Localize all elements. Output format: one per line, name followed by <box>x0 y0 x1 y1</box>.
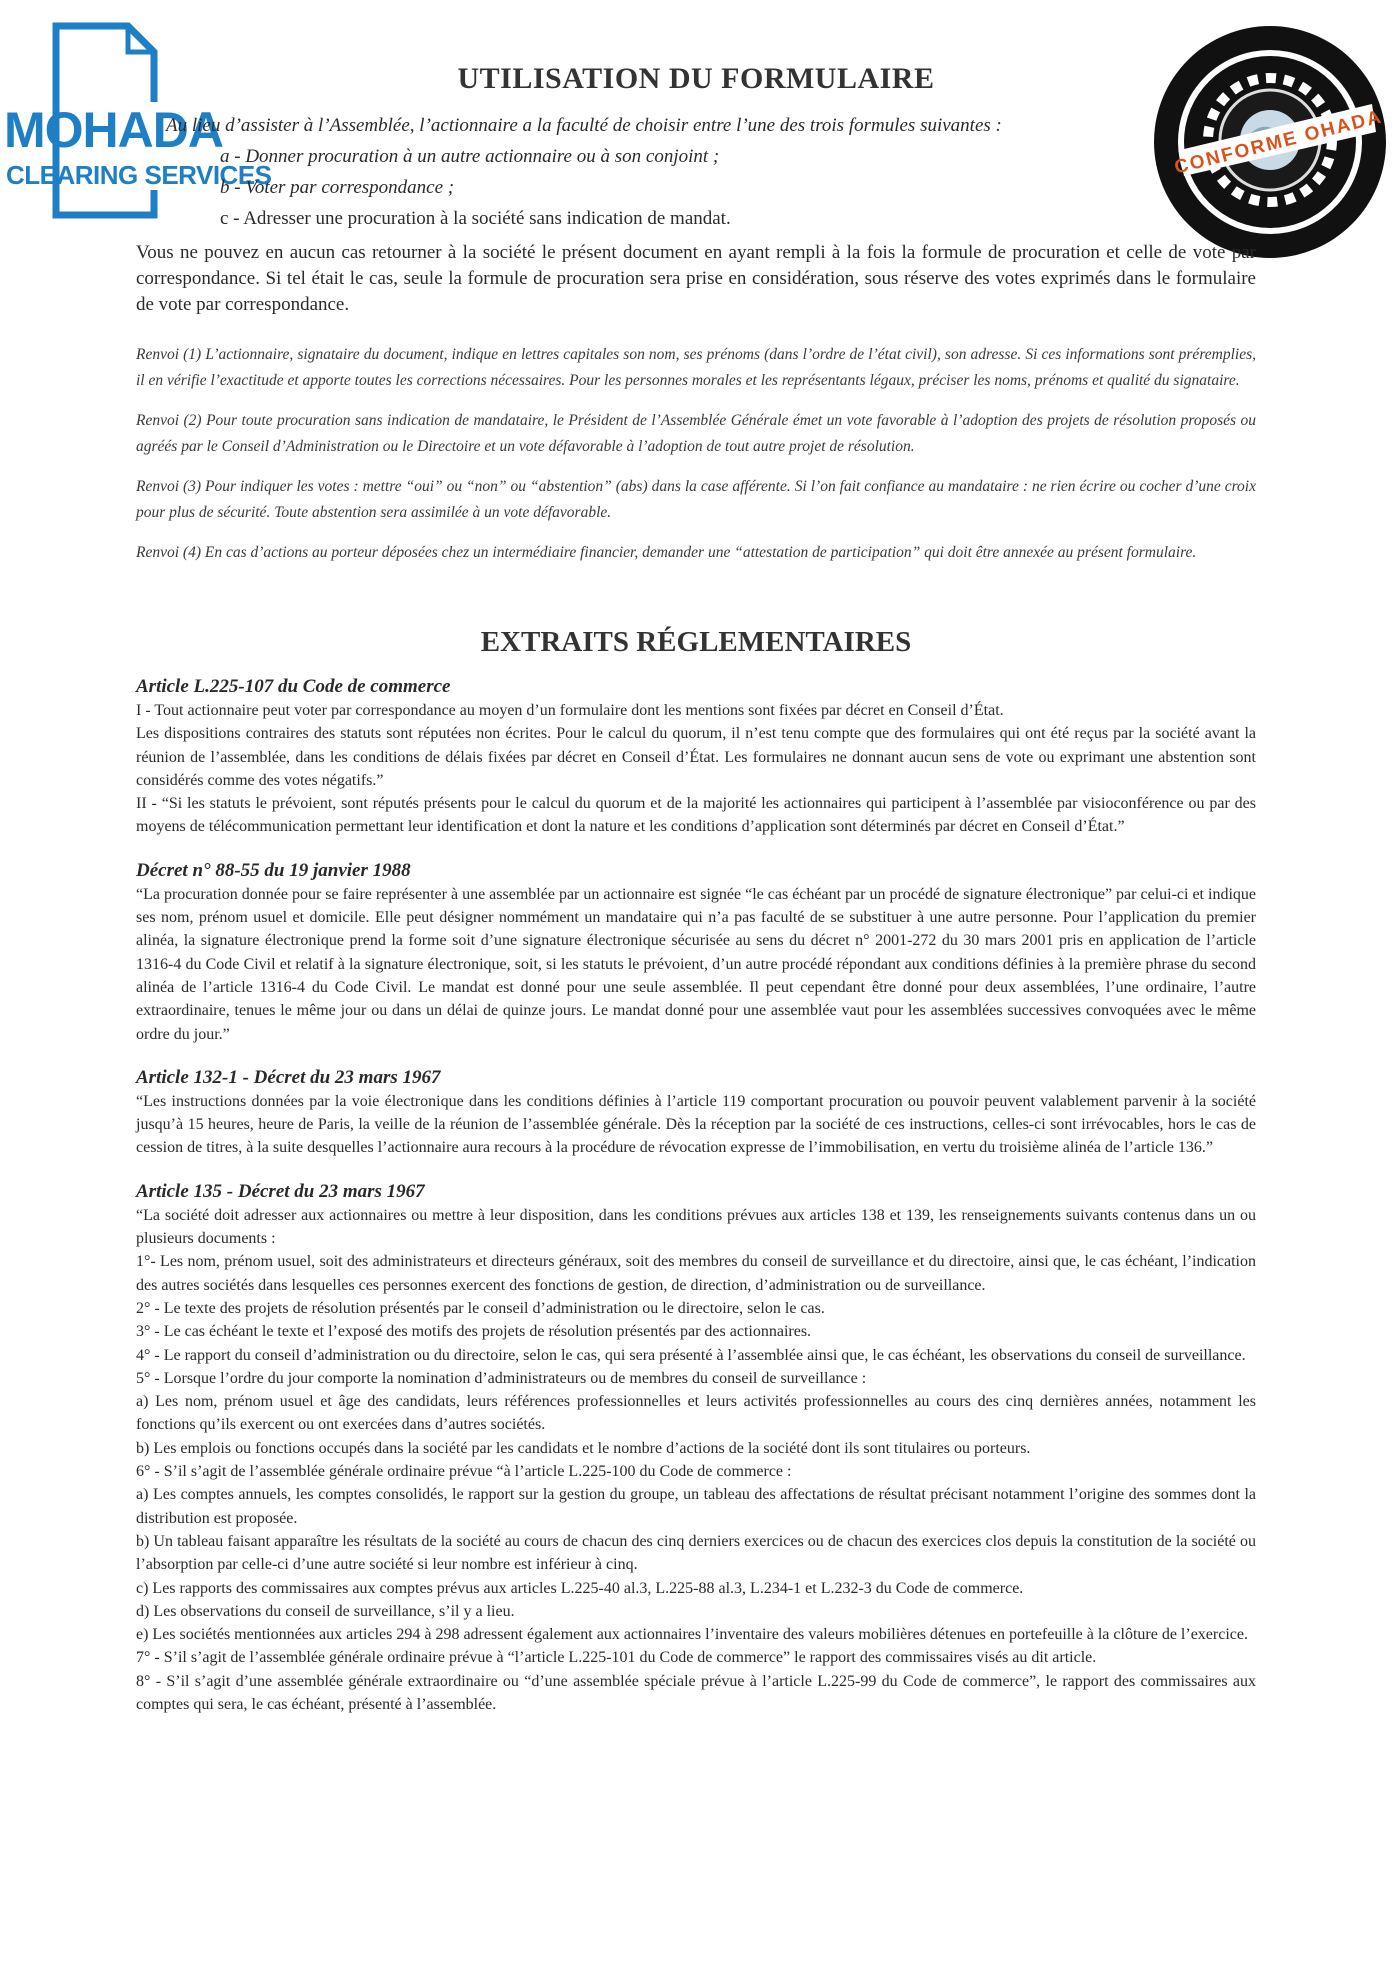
article-line: 8° - S’il s’agit d’une assemblée générale extraordinaire ou “d’une assemblée spéciale prévue à l’article L.225-99 du Code de commerce”, le rapport des commissaires aux comptes qui sera, le cas échéant, présenté à l’assemblée. <box>136 1672 1256 1713</box>
article-title: Décret n° 88-55 du 19 janvier 1988 <box>136 859 411 881</box>
article-line: Les dispositions contraires des statuts sont réputées non écrites. Pour le calcul du quorum, il n’est tenu compte que des formulaires qui ont été reçus par la société avant la réunion de l’assemblée, dans les conditions de délais fixées par décret en Conseil d’État. Les formulaires ne donnant aucun sens de vote ou exprimant une abstention sont considérés comme des votes négatifs.” <box>136 725 1256 789</box>
document-content <box>136 62 1256 1716</box>
article-132-1 <box>136 1066 1256 1160</box>
option-b: b - Voter par correspondance ; <box>220 177 455 198</box>
option-c: c - Adresser une procuration à la société sans indication de mandat. <box>220 208 731 229</box>
article-title: Article 132-1 - Décret du 23 mars 1967 <box>136 1066 441 1088</box>
renvoi-3: Renvoi (3) Pour indiquer les votes : mettre “oui” ou “non” ou “abstention” (abs) dans la case afférente. Si l’on fait confiance au mandataire : ne rien écrire ou cocher d’une croix pour plus de sécurité. Toute abstention sera assimilée à un vote défavorable. <box>136 478 1256 521</box>
article-line: 5° - Lorsque l’ordre du jour comporte la nomination d’administrateurs ou de membres du conseil de surveillance : <box>136 1369 867 1387</box>
warning-paragraph: Vous ne pouvez en aucun cas retourner à la société le présent document en ayant rempli à la fois la formule de procuration et celle de vote par correspondance. Si tel était le cas, seule la formule de procuration sera prise en considération, sous réserve des votes exprimés dans le formulaire de vote par correspondance. <box>136 242 1256 315</box>
article-line: “Les instructions données par la voie électronique dans les conditions définies à l’article 119 comportant procuration ou pouvoir peuvent valablement parvenir à la société jusqu’à 15 heures, heure de Paris, la veille de la réunion de l’assemblée générale. Dès la réception par la société de ces instructions, celles-ci sont irrévocables, hors le cas de cession de titres, à la suite desquelles l’actionnaire aura recours à la procédure de révocation expresse de l’immobilisation, en vertu du troisième alinéa de l’article 136.” <box>136 1092 1256 1157</box>
decret-88-55 <box>136 859 1256 1046</box>
article-l225-107 <box>136 675 1256 839</box>
article-title: Article L.225-107 du Code de commerce <box>136 676 451 697</box>
renvoi-2: Renvoi (2) Pour toute procuration sans indication de mandataire, le Président de l’Assemblée Générale émet un vote favorable à l’adoption des projets de résolution proposés ou agréés par le Conseil d’Administration ou le Directoire et un vote défavorable à l’adoption de tout autre projet de résolution. <box>136 412 1256 455</box>
article-line: e) Les sociétés mentionnées aux articles 294 à 298 adressent également aux actionnaires l’inventaire des valeurs mobilières détenues en portefeuille à la clôture de l’exercice. <box>136 1626 1248 1644</box>
article-line: b) Les emplois ou fonctions occupés dans la société par les candidats et le nombre d’actions de la société dont ils sont titulaires ou porteurs. <box>136 1439 1031 1457</box>
options-list <box>136 141 1256 234</box>
article-line: 2° - Le texte des projets de résolution présentés par le conseil d’administration ou le directoire, selon le cas. <box>136 1299 825 1317</box>
article-line: 4° - Le rapport du conseil d’administration ou du directoire, selon le cas, qui sera présenté à l’assemblée ainsi que, le cas échéant, les observations du conseil de surveillance. <box>136 1346 1246 1364</box>
article-line: “La procuration donnée pour se faire représenter à une assemblée par un actionnaire est signée “le cas échéant par un procédé de signature électronique” par celui-ci et indique ses nom, prénom usuel et domicile. Elle peut désigner nommément un mandataire qui n’a pas faculté de se substituer à une autre personne. Pour l’application du premier alinéa, la signature électronique prend la forme soit d’une signature électronique sécurisée au sens du décret n° 2001-272 du 30 mars 2001 pris en application de l’article 1316-4 du Code Civil et relatif à la signature électronique, soit, si les statuts le prévoient, d’un autre procédé répondant aux conditions définies à la première phrase du second alinéa de l’article 1316-4 du Code Civil. Le mandat est donné pour une seule assemblée. Il peut cependant être donné pour deux assemblées, l’une ordinaire, l’autre extraordinaire, tenues le même jour ou dans un délai de quinze jours. Le mandat donné pour une assemblée vaut pour les assemblées successives convoquées avec le même ordre du jour.” <box>136 885 1256 1043</box>
option-a: a - Donner procuration à un autre actionnaire ou à son conjoint ; <box>220 146 720 167</box>
intro-text: Au lieu d’assister à l’Assemblée, l’actionnaire a la faculté de choisir entre l’une des trois formules suivantes : <box>166 115 1002 136</box>
article-line: II - “Si les statuts le prévoient, sont réputés présents pour le calcul du quorum et de la majorité les actionnaires qui participent à l’assemblée par visioconférence ou par des moyens de télécommunication permettant leur identification et dont la nature et les conditions d’application sont déterminés par décret en Conseil d’État.” <box>136 795 1256 836</box>
article-line: “La société doit adresser aux actionnaires ou mettre à leur disposition, dans les conditions prévues aux articles 138 et 139, les renseignements suivants contenus dans un ou plusieurs documents : <box>136 1206 1256 1248</box>
article-title: Article 135 - Décret du 23 mars 1967 <box>136 1180 425 1202</box>
article-line: 6° - S’il s’agit de l’assemblée générale ordinaire prévue “à l’article L.225-100 du Code de commerce : <box>136 1463 792 1481</box>
section-title-utilisation: UTILISATION DU FORMULAIRE <box>457 62 935 95</box>
seal-text: CONFORME OHADA <box>1172 106 1385 179</box>
article-line: b) Un tableau faisant apparaître les résultats de la société au cours de chacun des cinq derniers exercices ou de chacun des exercices clos depuis la constitution de la société ou l’absorption par celle-ci d’une autre société si leur nombre est inférieur à cinq. <box>136 1532 1256 1574</box>
section-title-extraits: EXTRAITS RÉGLEMENTAIRES <box>480 626 912 658</box>
logo-tagline: CLEARING SERVICES <box>6 160 272 190</box>
article-line: 1°- Les nom, prénom usuel, soit des administrateurs et directeurs généraux, soit des membres du conseil de surveillance et du directoire, ainsi que, le cas échéant, l’indication des autres sociétés dans lesquelles ces personnes exercent des fonctions de gestion, de direction, d’administration ou de surveillance. <box>136 1253 1256 1294</box>
article-line: a) Les nom, prénom usuel et âge des candidats, leurs références professionnelles et leurs activités professionnelles au cours des cinq dernières années, notamment les fonctions qu’ils exercent ou ont exercées dans d’autres sociétés. <box>136 1393 1256 1434</box>
renvoi-1: Renvoi (1) L’actionnaire, signataire du document, indique en lettres capitales son nom, ses prénoms (dans l’ordre de l’état civil), son adresse. Si ces informations sont préremplies, il en vérifie l’exactitude et apporte toutes les corrections nécessaires. Pour les personnes morales et les représentants légaux, préciser les noms, prénoms et qualité du signataire. <box>136 346 1256 389</box>
article-line: 3° - Le cas échéant le texte et l’exposé des motifs des projets de résolution présentés par des actionnaires. <box>136 1323 812 1341</box>
article-line: d) Les observations du conseil de surveillance, s’il y a lieu. <box>136 1602 515 1620</box>
article-135 <box>136 1180 1256 1717</box>
article-line: I - Tout actionnaire peut voter par correspondance au moyen d’un formulaire dont les mentions sont fixées par décret en Conseil d’État. <box>136 702 1004 719</box>
logo-name: MOHADA <box>4 102 223 158</box>
article-line: a) Les comptes annuels, les comptes consolidés, le rapport sur la gestion du groupe, un tableau des affectations de résultat précisant notamment l’origine des sommes dont la distribution est proposée. <box>136 1486 1256 1527</box>
article-line: 7° - S’il s’agit de l’assemblée générale ordinaire prévue à “l’article L.225-101 du Code de commerce” le rapport des commissaires visés au dit article. <box>136 1649 1097 1667</box>
renvoi-4: Renvoi (4) En cas d’actions au porteur déposées chez un intermédiaire financier, demander une “attestation de participation” qui doit être annexée au présent formulaire. <box>136 544 1197 561</box>
article-line: c) Les rapports des commissaires aux comptes prévus aux articles L.225-40 al.3, L.225-88 al.3, L.234-1 et L.232-3 du Code de commerce. <box>136 1579 1024 1597</box>
